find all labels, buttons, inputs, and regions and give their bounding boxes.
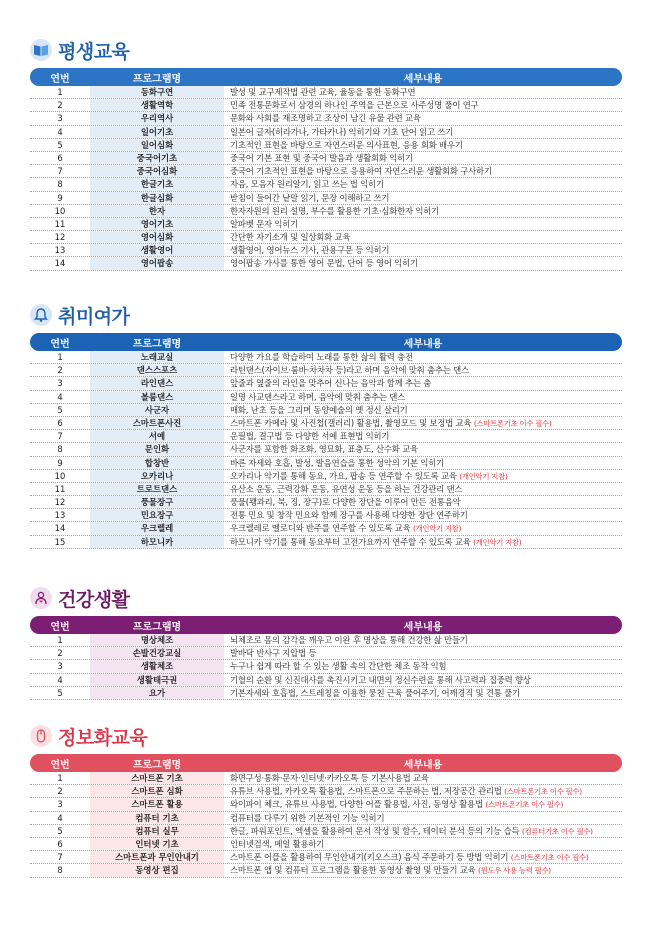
program-name: 문인화 [90,443,224,455]
row-number: 3 [57,799,63,810]
table-row [30,457,622,470]
program-detail [224,192,622,204]
detail-text: 우크렐레로 멜로디와 반주를 연주할 수 있도록 교육 [230,523,411,534]
row-number: 11 [54,483,66,494]
row-number: 10 [54,205,66,216]
detail-text: 운필법, 결구법 등 다양한 서예 표현법 익히기 [230,431,390,442]
program-detail [224,126,622,138]
program-detail [224,443,622,455]
table-row [30,509,622,522]
header-detail: 세부내용 [403,759,443,771]
program-name: 영어팝송 [90,257,224,269]
table-row [30,364,622,377]
table-row [30,205,622,218]
program-detail [224,660,622,672]
table-row [30,218,622,231]
table-row [30,470,622,483]
row-number: 15 [54,536,66,547]
table-row [30,430,622,443]
row-number: 5 [57,139,63,150]
table-body [30,86,622,271]
header-number: 연번 [50,759,70,771]
program-name: 라인댄스 [90,377,224,389]
program-name: 한글기초 [90,178,224,190]
program-name: 영어기초 [90,218,224,230]
program-detail [224,483,622,495]
section-header [30,724,622,748]
program-detail [224,496,622,508]
row-number: 2 [57,648,63,659]
program-name: 하모니카 [90,536,224,548]
program-detail [224,522,622,534]
row-number: 6 [57,417,63,428]
header-program: 프로그램명 [132,338,182,350]
row-number: 8 [57,444,63,455]
program-name: 오카리나 [90,470,224,482]
detail-text: 인터넷검색, 메일 활용하기 [230,838,325,849]
program-detail [224,351,622,363]
heart-person-icon [30,587,52,609]
table-header [30,68,622,86]
requirement-note: (개인악기 지참) [473,537,522,547]
table-header [30,754,622,772]
table-body [30,772,622,878]
table-row [30,165,622,178]
row-number: 10 [54,470,66,481]
detail-text: 컴퓨터를 다루기 위한 기본적인 기능 익히기 [230,812,385,823]
program-detail [224,218,622,230]
section-header [30,586,622,610]
program-detail [224,231,622,243]
program-name: 일어심화 [90,139,224,151]
row-number: 3 [57,378,63,389]
program-detail [224,647,622,659]
program-detail [224,838,622,850]
table-row [30,244,622,257]
table-body [30,351,622,549]
requirement-note: (개인악기 지참) [412,524,462,534]
table-row [30,139,622,152]
program-detail [224,457,622,469]
detail-text: 중국어 기초적인 표현을 바탕으로 응용하여 자연스러운 생활회화 구사하기 [230,166,492,177]
table-row [30,864,622,877]
table-row [30,351,622,364]
table-body [30,634,622,700]
program-name: 일어기초 [90,126,224,138]
table-row [30,178,622,191]
program-name: 생활역학 [90,99,224,111]
table-row [30,86,622,99]
program-name: 컴퓨터 기초 [90,812,224,824]
row-number: 8 [57,179,63,190]
program-detail [224,165,622,177]
table-row [30,231,622,244]
program-name: 풍물장구 [90,496,224,508]
table-row [30,112,622,125]
row-number: 1 [57,87,63,97]
row-number: 11 [54,218,66,229]
table-row [30,377,622,390]
section-header [30,303,622,327]
table-row [30,634,622,647]
program-name: 스마트폰과 무인안내기 [90,851,224,863]
program-detail [224,470,622,482]
program-detail [224,674,622,686]
row-number: 8 [57,865,63,876]
detail-text: 하모니카 악기를 통해 동요부터 고전가요까지 연주할 수 있도록 교육 [230,536,471,547]
row-number: 4 [57,126,63,137]
mouse-icon [30,725,52,747]
detail-text: 라틴댄스(자이브·룸바·차차차 등)라고 하며 음악에 맞춰 춤추는 댄스 [230,365,469,376]
table-header [30,333,622,351]
row-number: 7 [57,852,63,863]
table-row [30,522,622,535]
program-name: 우리역사 [90,112,224,124]
detail-text: 받침이 들어간 낱말 읽기, 문장 이해하고 쓰기 [230,192,390,203]
program-detail [224,417,622,429]
row-number: 7 [57,431,63,442]
program-name: 한글심화 [90,192,224,204]
header-number: 연번 [50,73,70,85]
detail-text: 자음, 모음자 원리알기, 읽고 쓰는 법 익히기 [230,179,384,190]
program-name: 스마트폰 심화 [90,785,224,797]
section-title: 정보화교육 [58,726,148,749]
table-row [30,257,622,270]
section-hobby-leisure [30,303,622,549]
detail-text: 알파벳 문자 익히기 [230,218,299,229]
program-name: 생활태극권 [90,674,224,686]
table-row [30,99,622,112]
row-number: 1 [57,773,63,783]
table-row [30,443,622,456]
row-number: 1 [57,352,63,362]
header-detail: 세부내용 [403,621,443,633]
row-number: 14 [54,258,66,269]
program-name: 생활영어 [90,244,224,256]
header-program: 프로그램명 [132,759,182,771]
table-row [30,798,622,811]
detail-text: 발바닥 반사구 지압법 등 [230,648,317,659]
requirement-note: (개인악기 지참) [459,471,508,481]
program-detail [224,99,622,111]
program-name: 합창반 [90,457,224,469]
program-name: 스마트폰사진 [90,417,224,429]
detail-text: 기혈의 순환 및 신진대사를 촉진시키고 내면의 정신수련을 통해 사고력과 집중력 향상 [230,674,531,685]
detail-text: 누구나 쉽게 따라 할 수 있는 생활 속의 간단한 체조 동작 익힘 [230,661,447,672]
table-row [30,812,622,825]
detail-text: 전통 민요 및 창작 민요와 함께 장구를 사용해 다양한 장단 연주하기 [230,510,468,521]
detail-text: 사군자를 포함한 화조화, 영묘화, 표충도, 산수화 교육 [230,444,418,455]
detail-text: 유산소 운동, 근력강화 운동, 유연성 운동 등을 하는 건강관리 댄스 [230,483,463,494]
requirement-note: (스마트폰기초 이수 필수) [473,418,552,428]
detail-text: 유튜브 사용법, 카카오톡 활용법, 스마트폰으로 주문하는 법, 저장공간 관리법 [230,786,502,797]
detail-text: 기본자세와 호흡법, 스트레칭을 이용한 뭉친 근육 풀어주기, 어깨경직 및 견통 풀기 [230,687,520,698]
detail-text: 스마트폰 어플을 활용하여 무인안내기(키오스크) 음식 주문하기 등 방법 익히기 [230,852,509,863]
row-number: 3 [57,113,63,124]
row-number: 14 [54,523,66,534]
table-row [30,851,622,864]
table-row [30,404,622,417]
program-name: 우크렐레 [90,522,224,534]
requirement-note: (스마트폰기초 이수 필수) [485,800,564,810]
table-row [30,391,622,404]
program-name: 동화구연 [90,86,224,98]
program-detail [224,772,622,784]
requirement-note: (스마트폰기초 이수 필수) [504,787,582,797]
row-number: 1 [57,635,63,645]
program-name: 서예 [90,430,224,442]
row-number: 6 [57,152,63,163]
detail-text: 스마트폰 앱 및 컴퓨터 프로그램을 활용한 동영상 촬영 및 만들기 교육 [230,865,476,876]
program-detail [224,244,622,256]
program-name: 댄스스포츠 [90,364,224,376]
program-detail [224,509,622,521]
program-detail [224,152,622,164]
table-row [30,785,622,798]
row-number: 7 [57,166,63,177]
detail-text: 바른 자세와 호흡, 발성, 발음연습을 통한 성악의 기본 익히기 [230,457,444,468]
program-detail [224,404,622,416]
section-title: 평생교육 [58,40,130,63]
detail-text: 문화와 사회를 재조명하고 조상이 남긴 유물 관련 교육 [230,113,421,124]
row-number: 12 [54,232,66,243]
detail-text: 민족 전통문화로서 삼경의 하나인 주역을 근본으로 사주성명 풀이 연구 [230,100,479,111]
requirement-note: (스마트폰기초 이수 필수) [510,853,589,863]
table-row [30,126,622,139]
program-name: 동영상 편집 [90,864,224,876]
detail-text: 간단한 자기소개 및 일상회화 교육 [230,232,351,243]
detail-text: 매화, 난초 등을 그리며 동양예술의 옛 정신 살리기 [230,404,408,415]
program-name: 영어심화 [90,231,224,243]
program-detail [224,112,622,124]
program-detail [224,536,622,548]
table-row [30,417,622,430]
row-number: 6 [57,838,63,849]
table-row [30,152,622,165]
program-name: 민요장구 [90,509,224,521]
program-detail [224,798,622,810]
program-name: 한자 [90,205,224,217]
detail-text: 기초적인 표현을 바탕으로 자연스러운 의사표현, 응용 회화 배우기 [230,139,463,150]
detail-text: 뇌체조로 몸의 감각을 깨우고 이완 후 명상을 통해 건강한 삶 만들기 [230,635,468,645]
bell-icon [30,304,52,326]
detail-text: 일본어 글자(히라가나, 가타카나) 익히기와 기초 단어 읽고 쓰기 [230,126,454,137]
row-number: 4 [57,391,63,402]
row-number: 2 [57,100,63,111]
header-program: 프로그램명 [132,621,182,633]
detail-text: 한자자원의 원리 설명, 부수를 활용한 기초·심화한자 익히기 [230,205,440,216]
row-number: 5 [57,404,63,415]
program-name: 노래교실 [90,351,224,363]
table-row [30,772,622,785]
program-detail [224,377,622,389]
header-detail: 세부내용 [403,338,443,350]
detail-text: 와이파이 체크, 유튜브 사용법, 다양한 어플 활용법, 사진, 동영상 활용법 [230,799,483,810]
detail-text: 중국어 기본 표현 및 중국어 발음과 생활회화 익히기 [230,152,413,163]
table-row [30,496,622,509]
row-number: 13 [54,245,66,256]
program-name: 트로트댄스 [90,483,224,495]
detail-text: 오카리나 악기를 통해 동요, 가요, 팝송 등 연주할 수 있도록 교육 [230,470,457,481]
program-detail [224,139,622,151]
detail-text: 화면구성·통화·문자·인터넷·카카오톡 등 기본사용법 교육 [230,773,429,783]
header-number: 연번 [50,621,70,633]
detail-text: 생활영어, 영어뉴스 기사, 관용구문 등 익히기 [230,245,390,256]
program-detail [224,86,622,98]
table-row [30,483,622,496]
table-row [30,674,622,687]
program-detail [224,825,622,837]
program-detail [224,634,622,646]
program-detail [224,851,622,863]
program-name: 중국어심화 [90,165,224,177]
header-detail: 세부내용 [403,73,443,85]
table-row [30,536,622,549]
program-detail [224,430,622,442]
row-number: 4 [57,812,63,823]
row-number: 13 [54,510,66,521]
program-detail [224,687,622,699]
section-lifelong-education [30,38,622,271]
requirement-note: (윈도우 사용 능력 필수) [478,866,551,876]
table-header [30,616,622,634]
program-name: 명상체조 [90,634,224,646]
program-detail [224,812,622,824]
table-row [30,647,622,660]
section-header [30,38,622,62]
section-title: 취미여가 [58,305,130,328]
table-row [30,825,622,838]
detail-text: 풍물(꽹과리, 북, 징, 장구)로 다양한 장단을 이루어 만든 전통음악 [230,497,461,508]
row-number: 4 [57,674,63,685]
row-number: 9 [57,457,63,468]
row-number: 3 [57,661,63,672]
program-name: 스마트폰 활용 [90,798,224,810]
section-healthy-living [30,586,622,700]
header-program: 프로그램명 [132,73,182,85]
table-row [30,192,622,205]
program-name: 컴퓨터 실무 [90,825,224,837]
program-name: 생활체조 [90,660,224,672]
detail-text: 일명 사교댄스라고 하며, 음악에 맞춰 춤추는 댄스 [230,391,406,402]
program-name: 사군자 [90,404,224,416]
requirement-note: (컴퓨터기초 이수 필수) [521,826,593,836]
row-number: 12 [54,497,66,508]
program-detail [224,178,622,190]
row-number: 5 [57,825,63,836]
row-number: 9 [57,192,63,203]
detail-text: 영어팝송 가사를 통한 영어 문법, 단어 등 영어 익히기 [230,258,418,269]
program-name: 요가 [90,687,224,699]
row-number: 5 [57,687,63,698]
program-detail [224,391,622,403]
program-detail [224,205,622,217]
section-title: 건강생활 [58,588,130,611]
program-name: 인터넷 기초 [90,838,224,850]
header-number: 연번 [50,338,70,350]
program-detail [224,785,622,797]
table-row [30,838,622,851]
detail-text: 스마트폰 카메라 및 사진첩(갤러리) 활용법, 촬영모드 및 보정법 교육 [230,417,472,428]
row-number: 2 [57,786,63,797]
detail-text: 앞줄과 옆줄의 라인을 맞추어 신나는 음악과 함께 추는 춤 [230,378,432,389]
program-name: 손발건강교실 [90,647,224,659]
book-icon [30,39,52,61]
table-row [30,687,622,700]
detail-text: 다양한 가요를 학습하여 노래를 통한 삶의 활력 충전 [230,352,413,362]
program-name: 스마트폰 기초 [90,772,224,784]
table-row [30,660,622,673]
program-name: 중국어기초 [90,152,224,164]
section-information-education [30,724,622,878]
program-name: 볼룸댄스 [90,391,224,403]
program-detail [224,257,622,269]
program-detail [224,864,622,876]
detail-text: 발성 및 교구제작법 관련 교육, 율동을 통한 동화구연 [230,87,416,97]
detail-text: 한글, 파워포인트, 엑셀을 활용하여 문서 작성 및 함수, 테이터 분석 등의 기능 습득 [230,825,520,836]
program-detail [224,364,622,376]
row-number: 2 [57,365,63,376]
